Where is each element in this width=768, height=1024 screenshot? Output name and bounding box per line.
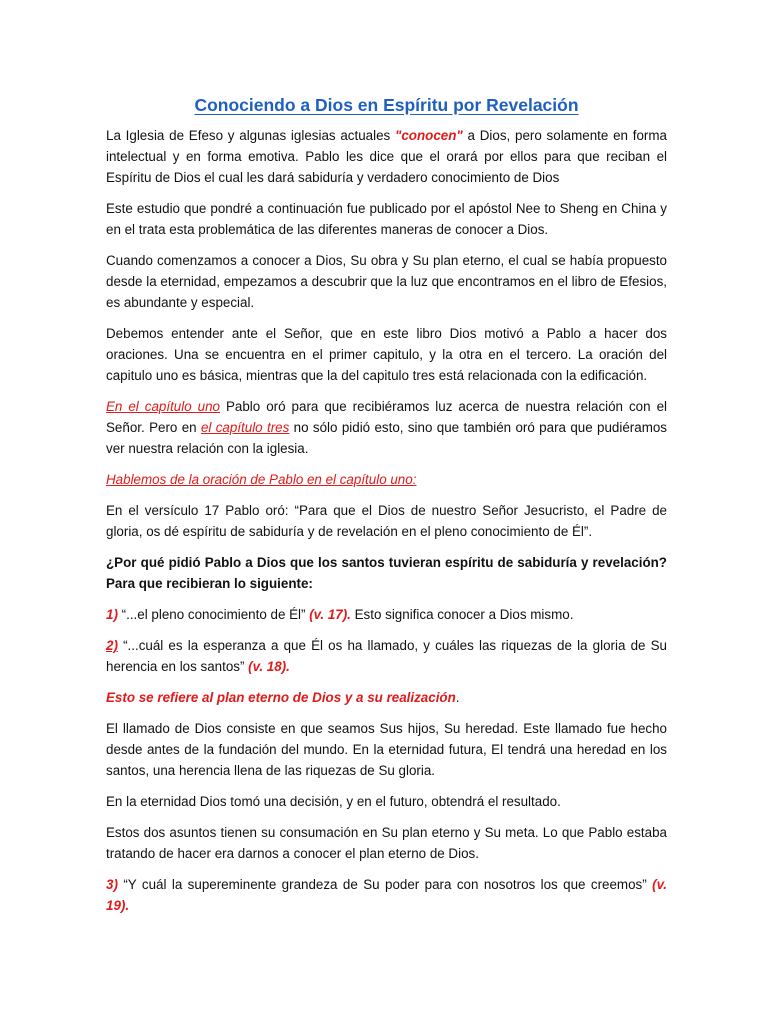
plan-eterno-heading-dot: . (455, 690, 460, 705)
list-item-2 (106, 635, 667, 677)
paragraph-consumacion: Estos dos asuntos tienen su consumación en Su plan eterno y Su meta. Lo que Pablo estaba tratando de hacer era darnos a conocer el plan eterno de Dios. (106, 825, 667, 861)
item-2-ref: (v. 18). (248, 659, 290, 674)
intro-text-end: a Dios, pero solamente en forma intelectual y en forma emotiva. Pablo les dice que el orará por ellos para que reciban el Espíritu de Dios el cual les dará sabiduría y verdadero conocimiento de Dios (106, 128, 667, 185)
paragraph-pregunta: ¿Por qué pidió Pablo a Dios que los santos tuvieran espíritu de sabiduría y revelación? Para que recibieran lo siguiente: (106, 555, 667, 591)
paragraph-intro (106, 125, 667, 188)
conocen-highlight: "conocen" (394, 128, 463, 143)
item-1-number: 1) (106, 607, 118, 622)
paragraph-capitulos (106, 396, 667, 459)
item-2-quote: “...cuál es la esperanza a que Él os ha llamado, y cuáles las riquezas de la gloria de Su herencia en los santos” (106, 638, 667, 674)
item-3-quote: “Y cuál la supereminente grandeza de Su poder para con nosotros los que creemos” (117, 877, 653, 892)
item-1-rest: Esto significa conocer a Dios mismo. (350, 607, 574, 622)
document-title: Conociendo a Dios en Espíritu por Revelación (194, 95, 579, 115)
item-1-quote: “...el pleno conocimiento de Él” (117, 607, 310, 622)
paragraph-plan-eterno: Cuando comenzamos a conocer a Dios, Su obra y Su plan eterno, el cual se había propuesto desde la eternidad, empezamos a descubrir que la luz que encontramos en el libro de Efesios, es abundante y especial. (106, 253, 667, 310)
capitulo-uno-link[interactable]: En el capítulo uno (106, 399, 220, 414)
section-heading-plan-eterno (106, 687, 667, 708)
item-1-ref: (v. 17). (309, 607, 351, 622)
paragraph-study-source: Este estudio que pondré a continuación fue publicado por el apóstol Nee to Sheng en China y en el trata esta problemática de las diferentes maneras de conocer a Dios. (106, 201, 667, 237)
paragraph-dos-oraciones: Debemos entender ante el Señor, que en este libro Dios motivó a Pablo a hacer dos oraciones. Una se encuentra en el primer capitulo, y la otra en el tercero. La oración del capitulo uno es básica, mientras que la del capitulo tres está relacionada con la edificación. (106, 326, 667, 383)
capitulos-text-mid: Pablo oró para que recibiéramos luz acerca de nuestra relación con el Señor. Pero en (106, 399, 667, 435)
intro-text-start: La Iglesia de Efeso y algunas iglesias actuales (106, 128, 395, 143)
capitulos-text-end: no sólo pidió esto, sino que también oró para que pudiéramos ver nuestra relación con la iglesia. (106, 420, 667, 456)
list-item-3 (106, 874, 667, 916)
item-3-ref: (v. 19). (106, 877, 667, 913)
item-3-number: 3) (106, 877, 118, 892)
plan-eterno-heading-text: Esto se refiere al plan eterno de Dios y a su realización (106, 690, 456, 705)
paragraph-llamado: El llamado de Dios consiste en que seamos Sus hijos, Su heredad. Este llamado fue hecho desde antes de la fundación del mundo. En la eternidad futura, El tendrá una heredad en los santos, una herencia llena de las riquezas de Su gloria. (106, 721, 667, 778)
paragraph-decision: En la eternidad Dios tomó una decisión, y en el futuro, obtendrá el resultado. (106, 794, 561, 809)
item-2-number: 2) (106, 638, 118, 653)
list-item-1 (106, 604, 667, 625)
paragraph-versiculo-17: En el versículo 17 Pablo oró: “Para que el Dios de nuestro Señor Jesucristo, el Padre de gloria, os dé espíritu de sabiduría y de revelación en el pleno conocimiento de Él”. (106, 503, 667, 539)
section-heading-oracion: Hablemos de la oración de Pablo en el capítulo uno: (106, 472, 417, 487)
capitulo-tres-link[interactable]: el capítulo tres (200, 420, 290, 435)
